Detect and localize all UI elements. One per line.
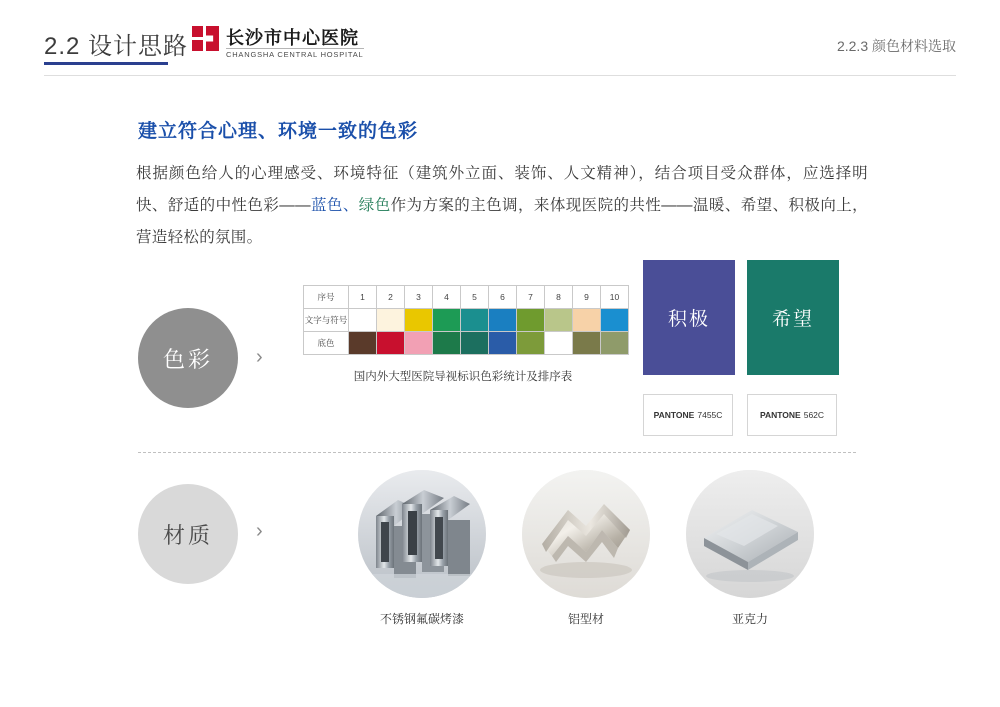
paragraph-blue-highlight: 蓝色 — [310, 197, 343, 214]
swatch-cell — [433, 309, 461, 332]
swatch-cell — [573, 309, 601, 332]
swatch-cell — [349, 332, 377, 355]
swatch-cell — [573, 332, 601, 355]
swatch-cell — [461, 332, 489, 355]
steel-profiles-photo — [358, 470, 486, 598]
paragraph-separator: 、 — [342, 197, 359, 214]
section-divider — [138, 452, 856, 453]
pantone-brand-1: PANTONE — [653, 410, 695, 420]
swatch-cell — [405, 309, 433, 332]
material-category-badge: 材质 — [138, 484, 238, 584]
swatch-cell — [349, 309, 377, 332]
material-caption-1: 不锈钢氟碳烤漆 — [379, 612, 464, 626]
pantone-code-1: 7455C — [697, 410, 723, 420]
index-cell: 1 — [349, 286, 377, 309]
index-cell: 7 — [517, 286, 545, 309]
pantone-label-1 — [643, 394, 733, 436]
logo-divider — [226, 48, 364, 49]
material-caption-2: 铝型材 — [567, 612, 604, 626]
header-rule — [44, 75, 956, 76]
pantone-code-2: 562C — [803, 410, 825, 420]
swatch-cell — [601, 332, 629, 355]
swatch-cell — [377, 309, 405, 332]
swatch-cell — [489, 309, 517, 332]
chevron-right-icon-color: › — [256, 346, 263, 368]
title-underline — [44, 62, 168, 65]
pantone-swatch-hope: 希望 — [747, 260, 839, 375]
logo-name-en: CHANGSHA CENTRAL HOSPITAL — [226, 50, 364, 59]
section-number: 2.2 — [44, 33, 81, 60]
content-heading: 建立符合心理、环境一致的色彩 — [138, 121, 419, 142]
pantone-swatch-positive: 积极 — [643, 260, 735, 375]
table-row-text-symbol — [304, 309, 629, 332]
row-header-index: 序号 — [304, 286, 349, 309]
row-header-base-color: 底色 — [304, 332, 349, 355]
section-title: 设计思路 — [88, 33, 189, 60]
color-statistics-table — [303, 285, 629, 355]
index-cell: 8 — [545, 286, 573, 309]
index-cell: 3 — [405, 286, 433, 309]
material-caption-3: 亚克力 — [731, 612, 768, 626]
swatch-cell — [545, 309, 573, 332]
swatch-cell — [545, 332, 573, 355]
logo-name-cn: 长沙市中心医院 — [226, 28, 359, 48]
swatch-cell — [405, 332, 433, 355]
table-row-base-color — [304, 332, 629, 355]
table-row-index — [304, 286, 629, 309]
paragraph-part-1: 根据颜色给人的心理感受、环境特征（建筑外立面、装饰、人文精神），结合项目受众群体，应选择明快、舒适的中性色彩—— — [136, 165, 868, 214]
index-cell: 5 — [461, 286, 489, 309]
breadcrumb: 2.2.3 颜色材料选取 — [836, 38, 956, 54]
paragraph-part-2: 作为方案的主色调，来体现医院的共性——温暖、希望、积极向上，营造轻松的氛围。 — [136, 197, 868, 246]
swatch-cell — [433, 332, 461, 355]
logo-mark-icon — [192, 26, 220, 52]
swatch-cell — [489, 332, 517, 355]
page-header — [0, 0, 1000, 76]
paragraph-green-highlight: 绿色 — [358, 197, 391, 214]
swatch-cell — [461, 309, 489, 332]
index-cell: 6 — [489, 286, 517, 309]
pantone-brand-2: PANTONE — [759, 410, 801, 420]
swatch-cell — [517, 332, 545, 355]
color-table-caption: 国内外大型医院导视标识色彩统计及排序表 — [353, 371, 573, 383]
index-cell: 4 — [433, 286, 461, 309]
chevron-right-icon-material: › — [256, 520, 263, 542]
swatch-cell — [517, 309, 545, 332]
color-category-badge: 色彩 — [138, 308, 238, 408]
index-cell: 9 — [573, 286, 601, 309]
content-paragraph — [136, 158, 868, 254]
swatch-cell — [601, 309, 629, 332]
index-cell: 2 — [377, 286, 405, 309]
hospital-logo — [192, 24, 364, 62]
swatch-cell — [377, 332, 405, 355]
row-header-text-symbol: 文字与符号 — [304, 309, 349, 332]
acrylic-sheet-photo — [686, 470, 814, 598]
pantone-label-2 — [747, 394, 837, 436]
aluminum-profile-photo — [522, 470, 650, 598]
index-cell: 10 — [601, 286, 629, 309]
page-title — [44, 26, 188, 61]
